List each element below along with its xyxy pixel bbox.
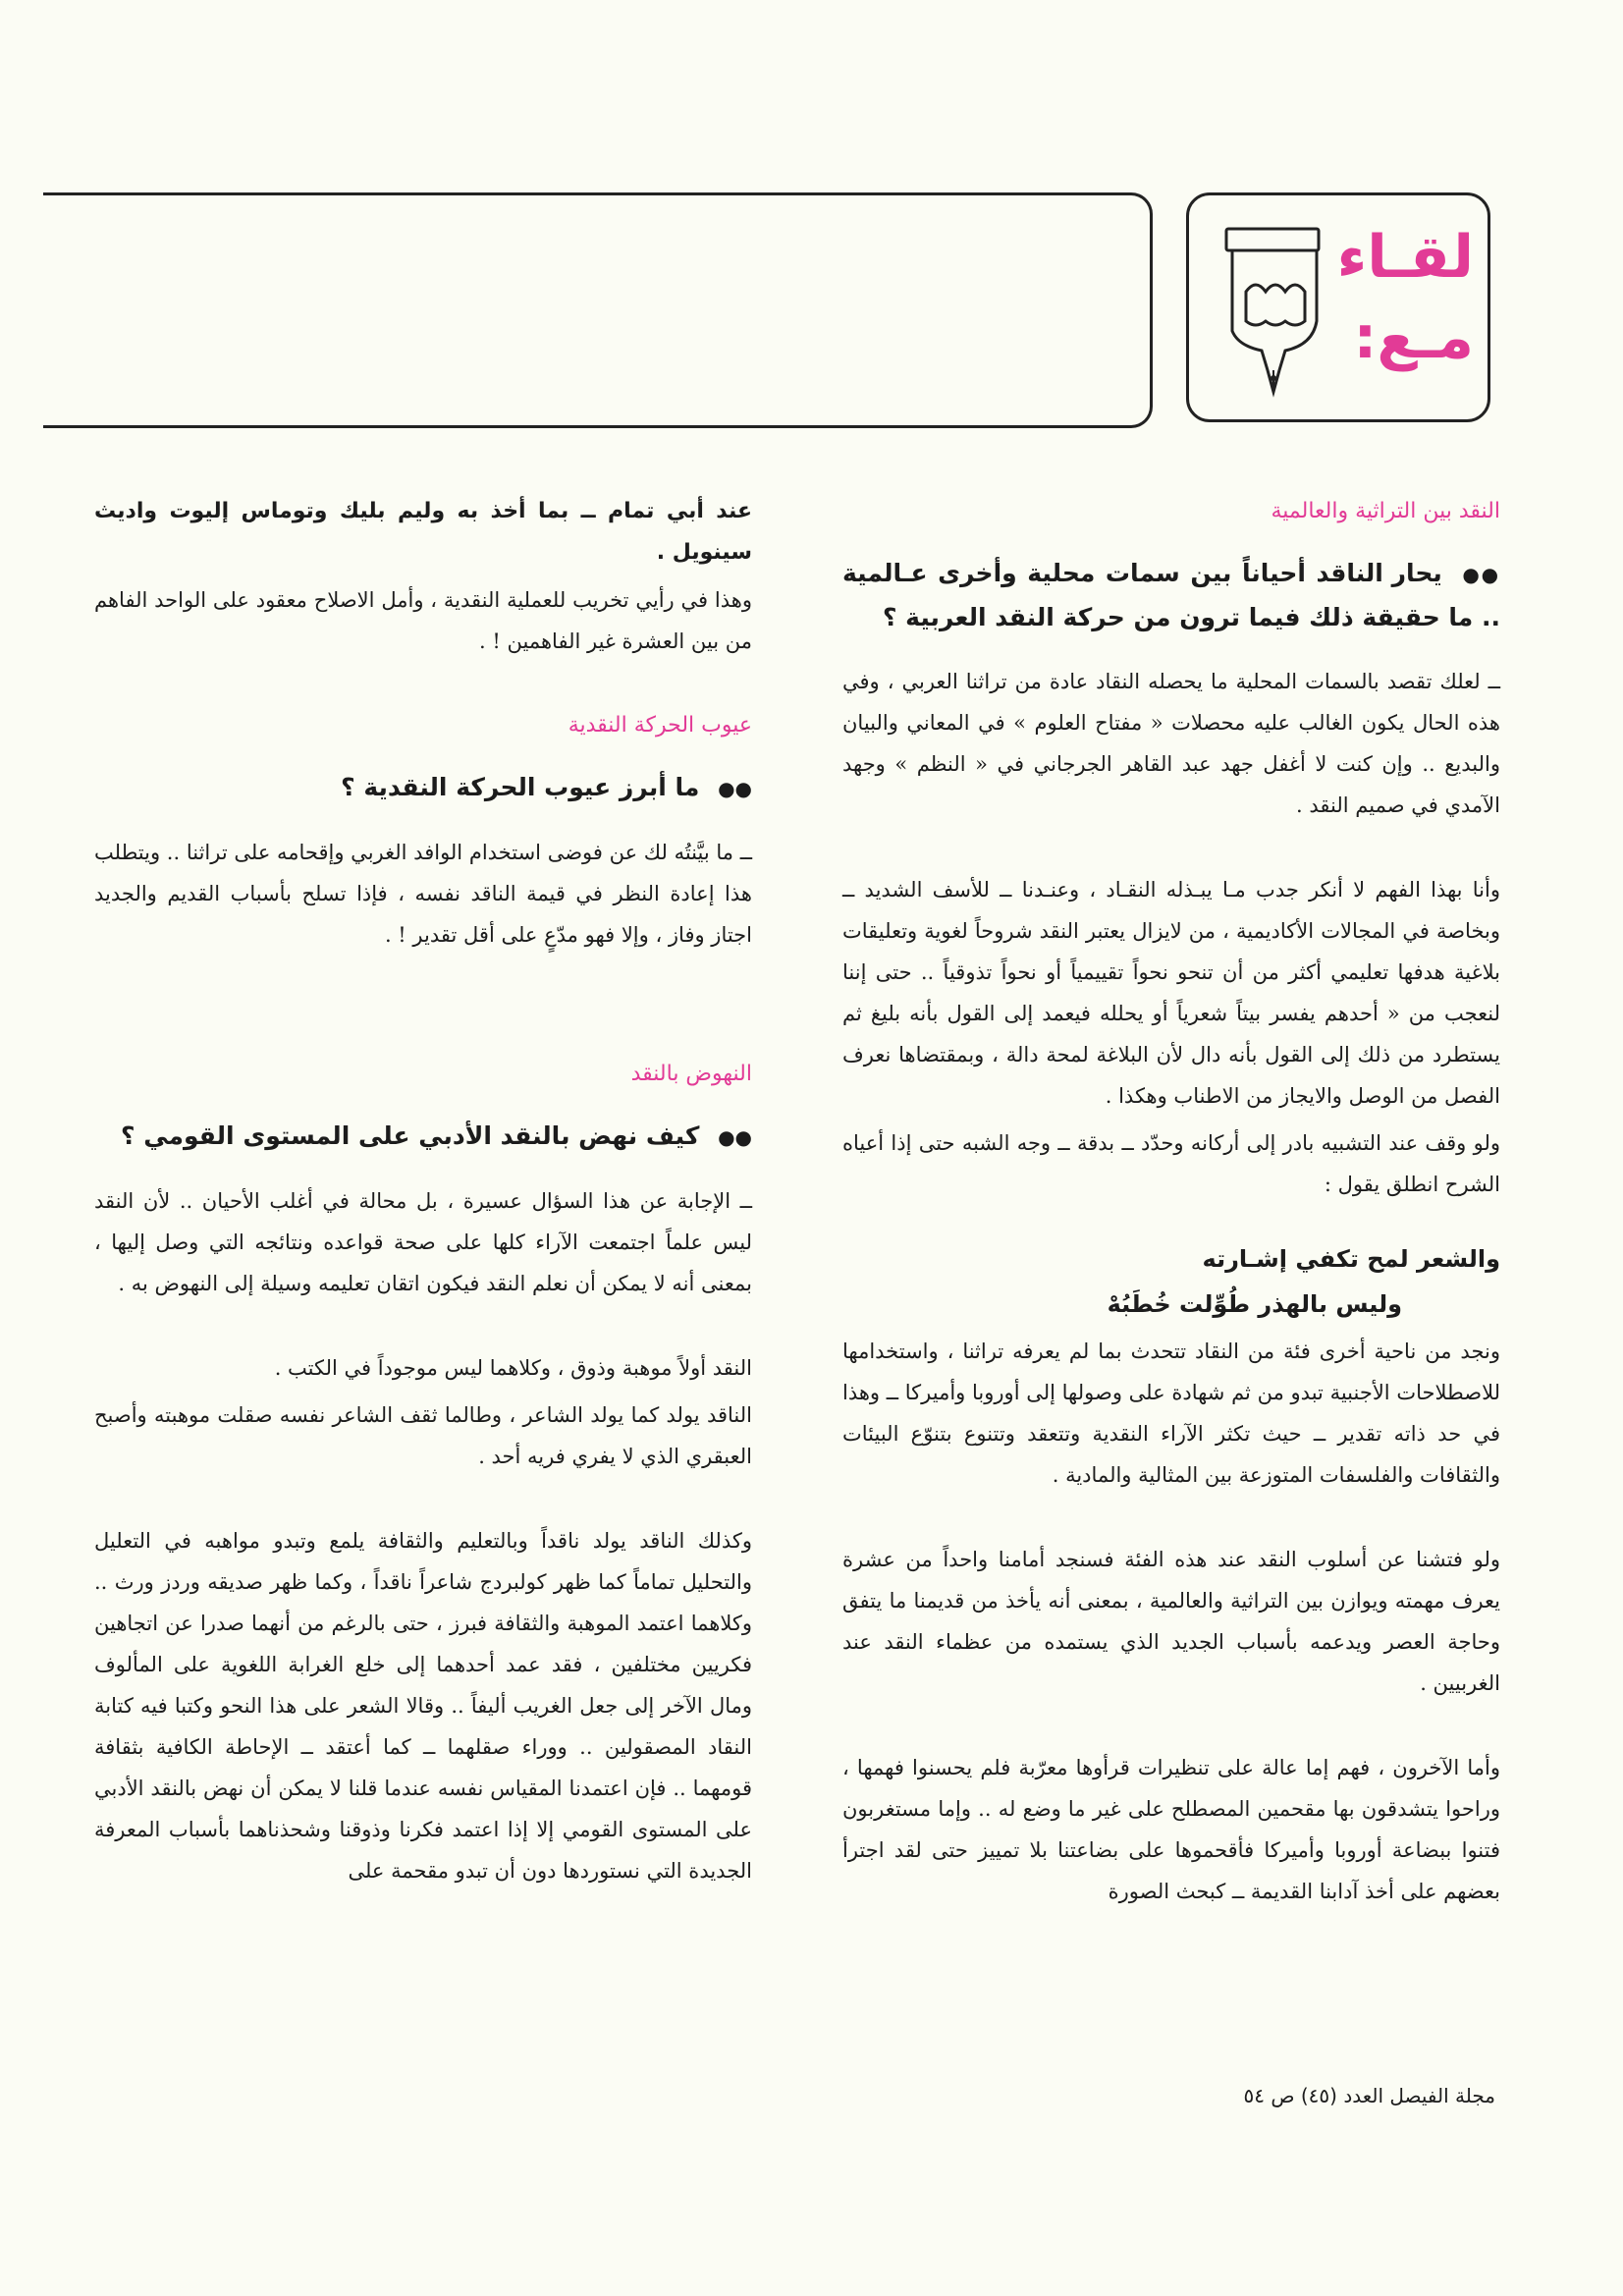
logo-text: [1336, 217, 1474, 378]
question-text: ما أبرز عيوب الحركة النقدية ؟: [341, 773, 700, 801]
paragraph: النقد أولاً موهبة وذوق ، وكلاهما ليس موجوداً في الكتب .: [274, 1356, 752, 1380]
left-column: [94, 491, 752, 1897]
right-column: [842, 491, 1500, 1918]
section-heading: النهوض بالنقد: [630, 1062, 752, 1086]
interview-logo: [1186, 192, 1490, 422]
paragraph: وأما الآخرون ، فهم إما عالة على تنظيرات قرأوها معرّبة فلم يحسنوا فهمها ، وراحوا يتشدقون بها مقحمين المصطلح على غير ما وضع له .. وإما مستغربون فتنوا ببضاعة أوروبا وأميركا فأقحموها على بضاعتنا بلا تمييز حتى لقد اجترأ بعضهم على أخذ آدابنا القديمة ــ كبحث الصورة: [842, 1756, 1500, 1903]
paragraph: ولو فتشنا عن أسلوب النقد عند هذه الفئة فسنجد أمامنا واحداً من عشرة يعرف مهمته ويوازن بين التراثية والعالمية ، بمعنى أنه يأخذ من قديمنا ما يتفق وحاجة العصر ويدعمه بأسباب الجديد الذي يستمده من عظماء النقد عند الغربيين .: [842, 1548, 1500, 1695]
bullet-icon: ●●: [1462, 563, 1500, 586]
paragraph: ــ لعلك تقصد بالسمات المحلية ما يحصله النقاد عادة من تراثنا العربي ، وفي هذه الحال يكون الغالب عليه محصلات « مفتاح العلوم » في المعاني والبيان والبديع .. وإن كنت لا أغفل جهد عبد القاهر الجرجاني في « النظم » وجهد الآمدي في صميم النقد .: [842, 670, 1500, 817]
verse-line-2: وليس بالهذر طُوِّلت خُطَبُهْ: [1107, 1290, 1402, 1318]
section-heading: النقد بين التراثية والعالمية: [1271, 499, 1500, 523]
section-heading: عيوب الحركة النقدية: [568, 713, 752, 738]
paragraph: ونجد من ناحية أخرى فئة من النقاد تتحدث بما لم يعرفه تراثنا ، واستخدامها للاصطلاحات الأجنبية تبدو من ثم شهادة على وصولها إلى أوروبا وأميركا ــ وهذا في حد ذاته تقدير ــ حيث تكثر الآراء النقدية وتتعقد وتتنوع بتنوّع البيئات والثقافات والفلسفات المتوزعة بين المثالية والمادية .: [842, 1339, 1500, 1487]
paragraph: وأنا بهذا الفهم لا أنكر جدب مـا يبـذله النقـاد ، وعنـدنا ــ للأسف الشديد ــ وبخاصة في المجالات الأكاديمية ، من لايزال يعتبر النقد شروحاً لغوية وتعليقات بلاغية هدفها تعليمي أكثر من أن تنحو نحواً تقييمياً أو نحواً تذوقياً .. حتى إننا لنعجب من « أحدهم يفسر بيتاً شعرياً أو يحلله فيعمد إلى القول بأنه بليغ ثم يستطرد من ذلك إلى القول بأنه دال لأن البلاغة لمحة دالة ، وبمقتضاها نعرف الفصل من الوصل والايجاز من الاطناب وهكذا .: [842, 878, 1500, 1108]
paragraph: ــ الإجابة عن هذا السؤال عسيرة ، بل محالة في أغلب الأحيان .. لأن النقد ليس علماً اجتمعت الآراء كلها على صحة قواعده ونتائجه التي وصل إليها ، بمعنى أنه لا يمكن أن نعلم النقد فيكون اتقان تعليمه وسيلة إلى النهوض به .: [94, 1189, 752, 1295]
paragraph: وهذا في رأيي تخريب للعملية النقدية ، وأمل الاصلاح معقود على الواحد الفاهم من بين العشرة غير الفاهمين ! .: [94, 588, 752, 653]
bullet-icon: ●●: [718, 777, 752, 800]
hand-pen-icon: [1209, 223, 1336, 400]
poem-verse: [842, 1236, 1500, 1327]
interview-title-box: [43, 192, 1153, 428]
verse-line-1: والشعر لمح تكفي إشـارته: [1202, 1245, 1500, 1273]
paragraph: الناقد يولد كما يولد الشاعر ، وطالما ثقف الشاعر نفسه صقلت موهبته وأصبح العبقري الذي لا يفري فريه أحد .: [94, 1403, 752, 1468]
question-text: يحار الناقد أحياناً بين سمات محلية وأخرى عـالمية .. ما حقيقة ذلك فيما ترون من حركة النقد العربية ؟: [842, 559, 1500, 631]
paragraph: ولو وقف عند التشبيه بادر إلى أركانه وحدّد ــ بدقة ــ وجه الشبه حتى إذا أعياه الشرح انطلق يقول :: [842, 1131, 1500, 1196]
paragraph: وكذلك الناقد يولد ناقداً وبالتعليم والثقافة يلمع وتبدو مواهبه في التعليل والتحليل تماماً كما ظهر كولبردج شاعراً ناقداً ، وكما ظهر صديقه وردز ورث .. وكلاهما اعتمد الموهبة والثقافة فبرز ، حتى بالرغم من أنهما صدرا عن اتجاهين فكريين مختلفين ، فقد عمد أحدهما إلى خلع الغرابة اللغوية على المألوف ومال الآخر إلى جعل الغريب أليفاً .. وقالا الشعر على هذا النحو وكتبا فيه كتابة النقاد المصقولين .. ووراء صقلهما ــ كما أعتقد ــ الإحاطة الكافية بثقافة قومهما .. فإن اعتمدنا المقياس نفسه عندما قلنا لا يمكن أن نهض بالنقد الأدبي على المستوى القومي إلا إذا اعتمد فكرنا وذوقنا وشحذناهما بأسباب المعرفة الجديدة التي نستوردها دون أن تبدو مقحمة على: [94, 1529, 752, 1883]
logo-line-2: مـع:: [1353, 303, 1474, 372]
paragraph: ــ ما بيَّنتُه لك عن فوضى استخدام الوافد الغربي وإقحامه على تراثنا .. ويتطلب هذا إعادة النظر في قيمة الناقد نفسه ، فإذا تسلح بأسباب القديم والجديد اجتاز وفاز ، وإلا فهو مدّعٍ على أقل تقدير ! .: [94, 841, 752, 947]
bullet-icon: ●●: [718, 1125, 752, 1149]
page-footer: مجلة الفيصل العدد (٤٥) ص ٥٤: [1243, 2084, 1495, 2107]
paragraph: عند أبي تمام ــ بما أخذ به وليم بليك وتوماس إليوت واديث سينويل .: [94, 499, 752, 565]
interview-question: [842, 552, 1500, 639]
logo-line-1: لقـاء: [1336, 223, 1474, 292]
question-text: كيف نهض بالنقد الأدبي على المستوى القومي ؟: [121, 1121, 700, 1150]
interview-question: [94, 1115, 752, 1159]
interview-question: [94, 766, 752, 810]
